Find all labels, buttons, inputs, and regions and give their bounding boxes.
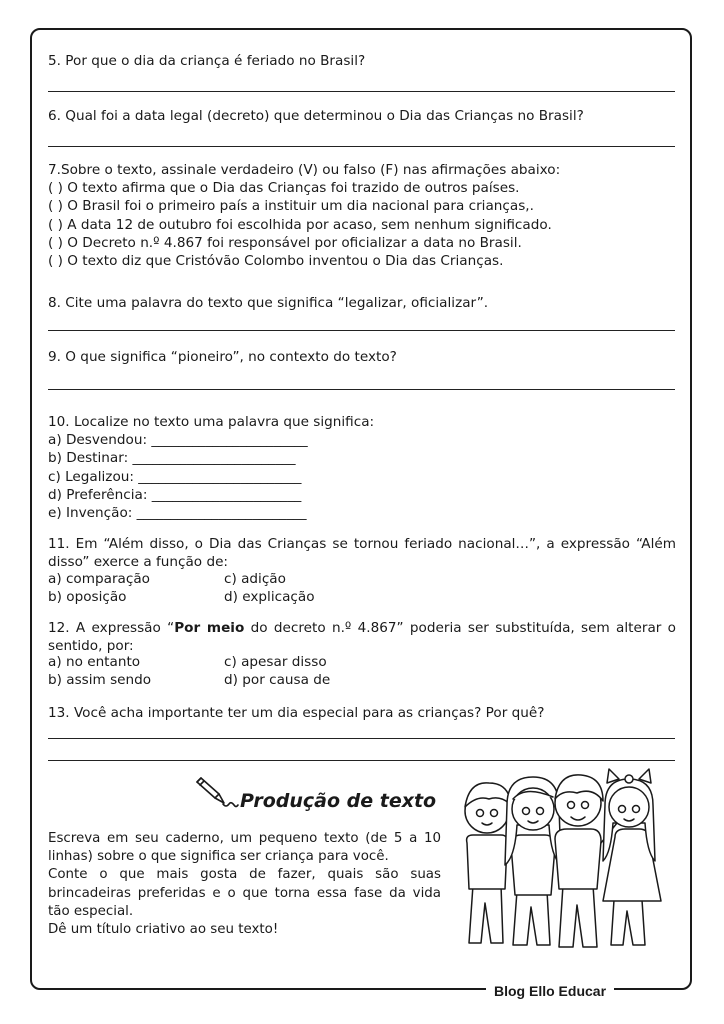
option[interactable]: a) comparação xyxy=(48,571,150,587)
option[interactable]: b) oposição xyxy=(48,589,127,605)
question-9: 9. O que significa “pioneiro”, no contexto do texto? xyxy=(48,349,397,365)
question-12-bold: Por meio xyxy=(174,620,245,636)
question-7-item[interactable]: ( ) O Decreto n.º 4.867 foi responsável por oficializar a data no Brasil. xyxy=(48,234,522,251)
children-illustration xyxy=(455,765,665,955)
answer-line-8[interactable] xyxy=(48,330,675,331)
instruction-paragraph: Dê um título criativo ao seu texto! xyxy=(48,922,279,938)
question-6: 6. Qual foi a data legal (decreto) que determinou o Dia das Crianças no Brasil? xyxy=(48,108,584,124)
question-7-item[interactable]: ( ) O texto afirma que o Dia das Crianças foi trazido de outros países. xyxy=(48,180,520,197)
question-7-item[interactable]: ( ) O texto diz que Cristóvão Colombo inventou o Dia das Crianças. xyxy=(48,253,504,270)
question-10-item[interactable]: d) Preferência: ______________________ xyxy=(48,486,302,503)
question-7-item[interactable]: ( ) O Brasil foi o primeiro país a instituir um dia nacional para crianças,. xyxy=(48,198,534,215)
option[interactable]: c) adição xyxy=(224,571,286,587)
question-10-item[interactable]: a) Desvendou: _______________________ xyxy=(48,432,308,449)
question-10-item[interactable]: c) Legalizou: ________________________ xyxy=(48,468,302,485)
question-11: 11. Em “Além disso, o Dia das Crianças se tornou feriado nacional…”, a expressão “Além disso” exerce a função de: xyxy=(48,536,676,571)
section-instructions xyxy=(48,830,441,939)
question-5: 5. Por que o dia da criança é feriado no Brasil? xyxy=(48,53,366,69)
footer xyxy=(0,980,724,1002)
question-11-options xyxy=(48,570,315,606)
instruction-paragraph: Conte o que mais gosta de fazer, quais são suas brincadeiras preferidas e o que torna essa fase da vida tão especial. xyxy=(48,867,441,919)
question-13: 13. Você acha importante ter um dia especial para as crianças? Por quê? xyxy=(48,705,545,721)
question-10-title: 10. Localize no texto uma palavra que significa: xyxy=(48,414,375,430)
question-10-item[interactable]: e) Invenção: _________________________ xyxy=(48,505,307,522)
option[interactable]: b) assim sendo xyxy=(48,672,152,688)
question-10-item[interactable]: b) Destinar: ________________________ xyxy=(48,450,296,467)
question-7 xyxy=(48,161,560,270)
option[interactable]: a) no entanto xyxy=(48,654,141,670)
question-12: 12. A expressão “Por meio do decreto n.º 4.867” poderia ser substituída, sem alterar o sentido, por: xyxy=(48,620,677,655)
option[interactable]: d) explicação xyxy=(224,589,315,605)
answer-line-13a[interactable] xyxy=(48,738,675,739)
answer-line-6[interactable] xyxy=(48,146,675,147)
answer-line-9[interactable] xyxy=(48,389,675,390)
pencil-icon xyxy=(195,774,239,810)
question-8: 8. Cite uma palavra do texto que significa “legalizar, oficializar”. xyxy=(48,295,489,311)
option[interactable]: d) por causa de xyxy=(224,672,331,688)
answer-line-13b[interactable] xyxy=(48,760,675,761)
question-7-title: 7.Sobre o texto, assinale verdadeiro (V) ou falso (F) nas afirmações abaixo: xyxy=(48,162,561,178)
question-12-options xyxy=(48,653,330,689)
instruction-paragraph: Escreva em seu caderno, um pequeno texto (de 5 a 10 linhas) sobre o que significa ser criança para você. xyxy=(48,831,441,865)
option[interactable]: c) apesar disso xyxy=(224,654,327,670)
question-10 xyxy=(48,413,374,522)
brand-label: Blog Ello Educar xyxy=(486,980,614,1002)
section-title: Produção de texto xyxy=(240,790,437,812)
question-7-item[interactable]: ( ) A data 12 de outubro foi escolhida por acaso, sem nenhum significado. xyxy=(48,216,552,233)
answer-line-5[interactable] xyxy=(48,91,675,92)
